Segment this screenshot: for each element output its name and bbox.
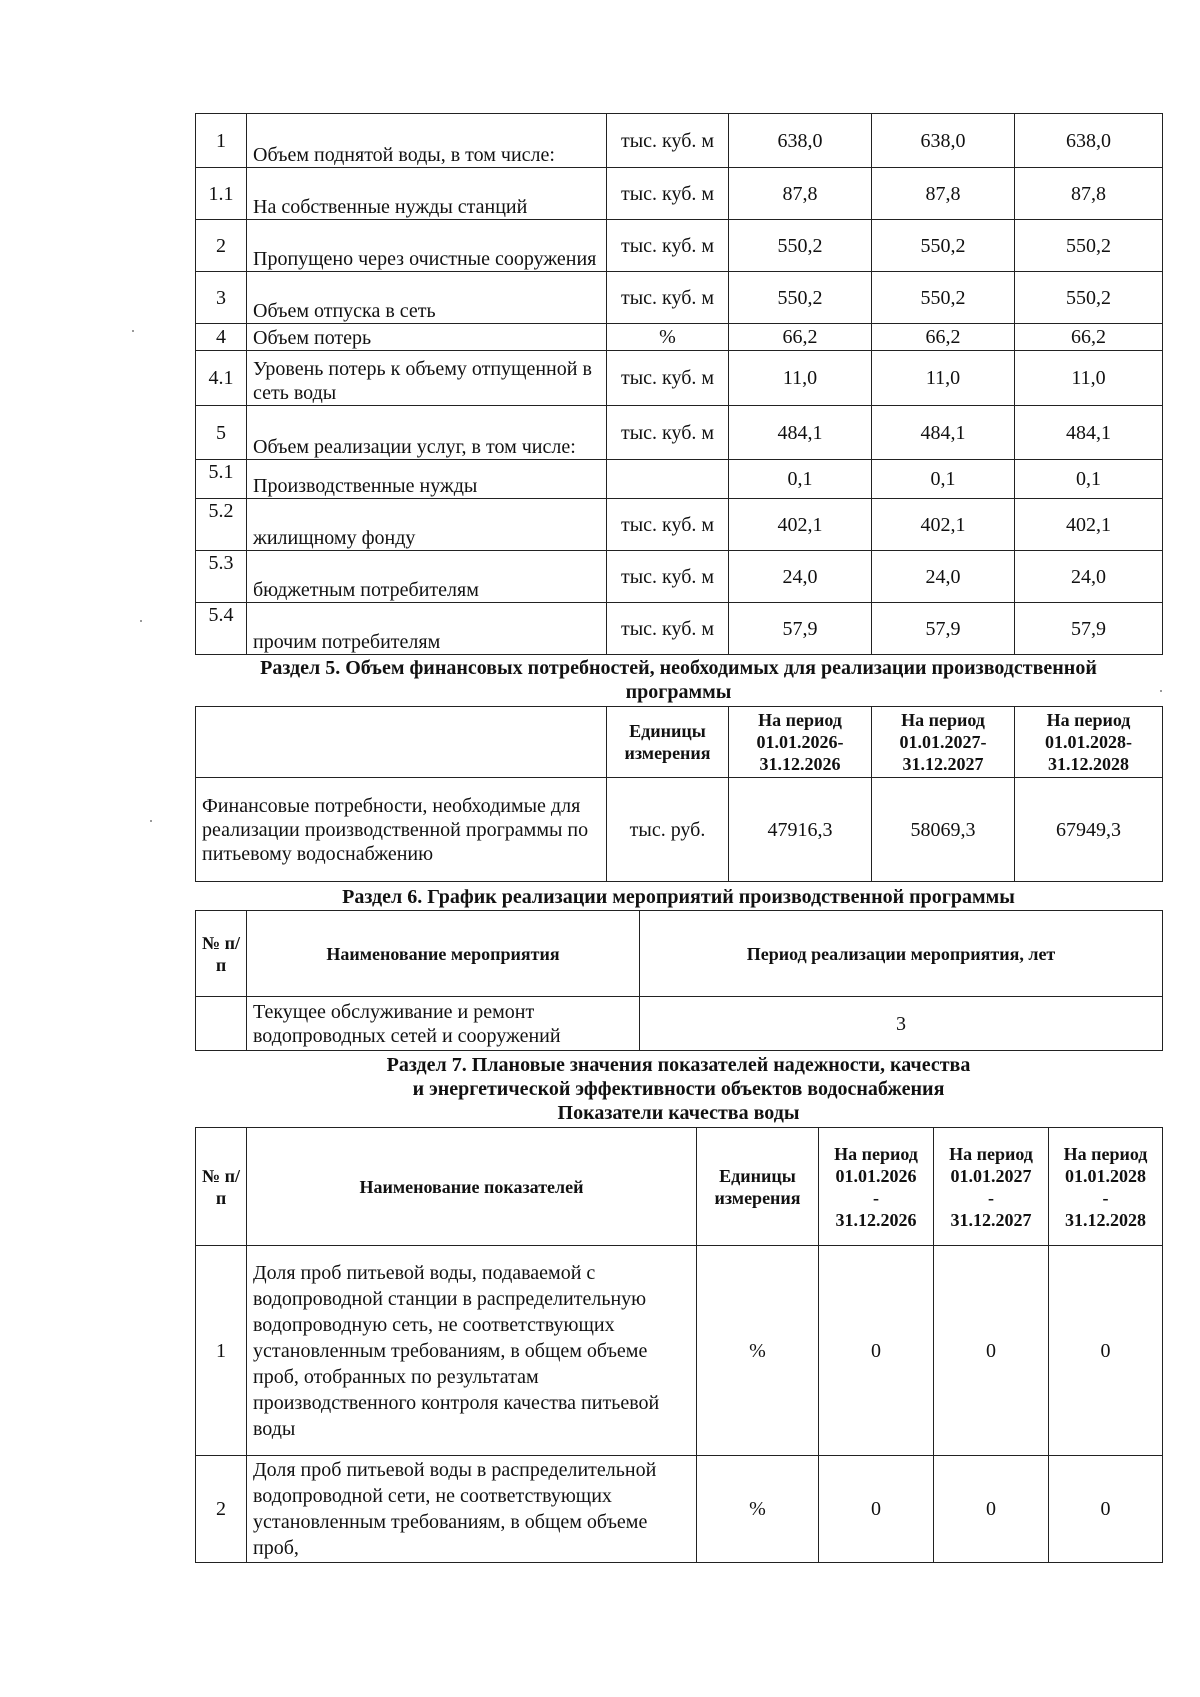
row-name: прочим потребителям [247, 603, 607, 655]
row-unit [607, 460, 729, 499]
row-name: бюджетным потребителям [247, 551, 607, 603]
section7-heading-line1: Раздел 7. Плановые значения показателей надежности, качества [386, 1054, 971, 1076]
table-row [196, 551, 1163, 603]
unit-header: Единицы измерения [607, 707, 729, 778]
activity-name-header: Наименование мероприятия [247, 911, 640, 997]
section5-heading-line2: программы [625, 681, 732, 703]
value-2028: 0 [1049, 1246, 1163, 1456]
period-2028-header: На период 01.01.2028-31.12.2028 [1015, 707, 1163, 778]
value-2028: 67949,3 [1015, 778, 1163, 882]
row-number: 5.4 [196, 603, 247, 655]
row-number: 2 [196, 220, 247, 272]
value-2026: 57,9 [729, 603, 872, 655]
scan-mark [140, 620, 142, 622]
row-name: На собственные нужды станций [247, 168, 607, 220]
row-unit: тыс. куб. м [607, 220, 729, 272]
row-name: жилищному фонду [247, 499, 607, 551]
value-2028: 402,1 [1015, 499, 1163, 551]
row-unit: тыс. куб. м [607, 351, 729, 406]
value-2027: 0 [934, 1246, 1049, 1456]
table-row [196, 997, 1163, 1051]
row-name: Текущее обслуживание и ремонт водопроводных сетей и сооружений [247, 997, 640, 1051]
value-2026: 66,2 [729, 324, 872, 351]
table-row [196, 1246, 1163, 1456]
table-row [196, 603, 1163, 655]
value-2028: 87,8 [1015, 168, 1163, 220]
row-number: 3 [196, 272, 247, 324]
value-2026: 87,8 [729, 168, 872, 220]
value-2027: 58069,3 [872, 778, 1015, 882]
value-2027: 87,8 [872, 168, 1015, 220]
empty-header-cell [196, 707, 607, 778]
period-2027-header: На период 01.01.2027 - 31.12.2027 [934, 1128, 1049, 1246]
value-2026: 550,2 [729, 272, 872, 324]
row-number: 5.2 [196, 499, 247, 551]
value-2026: 402,1 [729, 499, 872, 551]
number-header: № п/п [196, 911, 247, 997]
value-2027: 550,2 [872, 272, 1015, 324]
row-unit: % [607, 324, 729, 351]
value-2027: 484,1 [872, 406, 1015, 460]
section7-subheading: Показатели качества воды [557, 1102, 800, 1124]
row-name: Объем отпуска в сеть [247, 272, 607, 324]
row-number [196, 997, 247, 1051]
table-row [196, 460, 1163, 499]
number-header: № п/п [196, 1128, 247, 1246]
value-2028: 550,2 [1015, 272, 1163, 324]
table-row [196, 272, 1163, 324]
row-number: 4 [196, 324, 247, 351]
table-header-row [196, 1128, 1163, 1246]
quality-table [195, 1127, 1163, 1563]
row-name: Производственные нужды [247, 460, 607, 499]
value-2028: 11,0 [1015, 351, 1163, 406]
period-2026-header: На период 01.01.2026-31.12.2026 [729, 707, 872, 778]
row-number: 1.1 [196, 168, 247, 220]
table-header-row [196, 707, 1163, 778]
row-unit: тыс. куб. м [607, 168, 729, 220]
unit-header: Единицы измерения [697, 1128, 819, 1246]
section6-heading: Раздел 6. График реализации мероприятий производственной программы [342, 886, 1015, 908]
value-2028: 24,0 [1015, 551, 1163, 603]
row-unit: тыс. куб. м [607, 499, 729, 551]
value-2027: 550,2 [872, 220, 1015, 272]
value-2028: 550,2 [1015, 220, 1163, 272]
row-unit: тыс. куб. м [607, 406, 729, 460]
value-2026: 0,1 [729, 460, 872, 499]
table-row [196, 114, 1163, 168]
row-unit: тыс. куб. м [607, 551, 729, 603]
row-name: Объем поднятой воды, в том числе: [247, 114, 607, 168]
section5-heading-line1: Раздел 5. Объем финансовых потребностей, необходимых для реализации производственной [260, 657, 1097, 679]
value-2026: 47916,3 [729, 778, 872, 882]
value-2027: 11,0 [872, 351, 1015, 406]
row-name: Финансовые потребности, необходимые для реализации производственной программы по питьевому водоснабжению [196, 778, 607, 882]
row-unit: тыс. куб. м [607, 272, 729, 324]
table-row [196, 351, 1163, 406]
row-name: Доля проб питьевой воды, подаваемой с водопроводной станции в распределительную водопроводную сеть, не соответствующих установленным требованиям, в общем объеме проб, отобранных по результатам производственного контроля качества питьевой воды [247, 1246, 697, 1456]
row-name: Уровень потерь к объему отпущенной в сеть воды [247, 351, 607, 406]
value-2027: 0 [934, 1456, 1049, 1563]
row-unit: % [697, 1246, 819, 1456]
value-2028: 0,1 [1015, 460, 1163, 499]
table-row [196, 499, 1163, 551]
value-2027: 0,1 [872, 460, 1015, 499]
section5-heading [195, 656, 1162, 704]
table-row [196, 778, 1163, 882]
indicator-name-header: Наименование показателей [247, 1128, 697, 1246]
row-unit: тыс. куб. м [607, 114, 729, 168]
value-2026: 11,0 [729, 351, 872, 406]
row-name: Доля проб питьевой воды в распределительной водопроводной сети, не соответствующих установленным требованиям, в общем объеме проб, [247, 1456, 697, 1563]
value-2027: 66,2 [872, 324, 1015, 351]
table-row [196, 220, 1163, 272]
table-row [196, 406, 1163, 460]
row-number: 5 [196, 406, 247, 460]
row-number: 1 [196, 114, 247, 168]
row-number: 5.1 [196, 460, 247, 499]
period-header: Период реализации мероприятия, лет [640, 911, 1163, 997]
value-2027: 57,9 [872, 603, 1015, 655]
section7-heading-line2: и энергетической эффективности объектов водоснабжения [412, 1078, 945, 1100]
value-2027: 638,0 [872, 114, 1015, 168]
period-2026-header: На период 01.01.2026 - 31.12.2026 [819, 1128, 934, 1246]
table-row [196, 168, 1163, 220]
row-period: 3 [640, 997, 1163, 1051]
section7-heading [195, 1053, 1162, 1125]
value-2028: 484,1 [1015, 406, 1163, 460]
value-2028: 57,9 [1015, 603, 1163, 655]
value-2028: 638,0 [1015, 114, 1163, 168]
row-number: 5.3 [196, 551, 247, 603]
value-2027: 402,1 [872, 499, 1015, 551]
value-2028: 0 [1049, 1456, 1163, 1563]
value-2028: 66,2 [1015, 324, 1163, 351]
row-name: Пропущено через очистные сооружения [247, 220, 607, 272]
row-number: 4.1 [196, 351, 247, 406]
table-row [196, 1456, 1163, 1563]
scan-mark [150, 820, 152, 822]
period-2027-header: На период 01.01.2027-31.12.2027 [872, 707, 1015, 778]
value-2026: 550,2 [729, 220, 872, 272]
value-2026: 0 [819, 1456, 934, 1563]
volumes-table [195, 113, 1163, 655]
row-unit: тыс. куб. м [607, 603, 729, 655]
scan-mark [132, 330, 134, 332]
value-2026: 638,0 [729, 114, 872, 168]
row-number: 2 [196, 1456, 247, 1563]
value-2026: 0 [819, 1246, 934, 1456]
row-name: Объем реализации услуг, в том числе: [247, 406, 607, 460]
table-row [196, 324, 1163, 351]
row-name: Объем потерь [247, 324, 607, 351]
row-number: 1 [196, 1246, 247, 1456]
value-2026: 484,1 [729, 406, 872, 460]
period-2028-header: На период 01.01.2028 - 31.12.2028 [1049, 1128, 1163, 1246]
row-unit: % [697, 1456, 819, 1563]
value-2026: 24,0 [729, 551, 872, 603]
value-2027: 24,0 [872, 551, 1015, 603]
row-unit: тыс. руб. [607, 778, 729, 882]
schedule-table [195, 910, 1163, 1051]
table-header-row [196, 911, 1163, 997]
finance-table [195, 706, 1163, 882]
